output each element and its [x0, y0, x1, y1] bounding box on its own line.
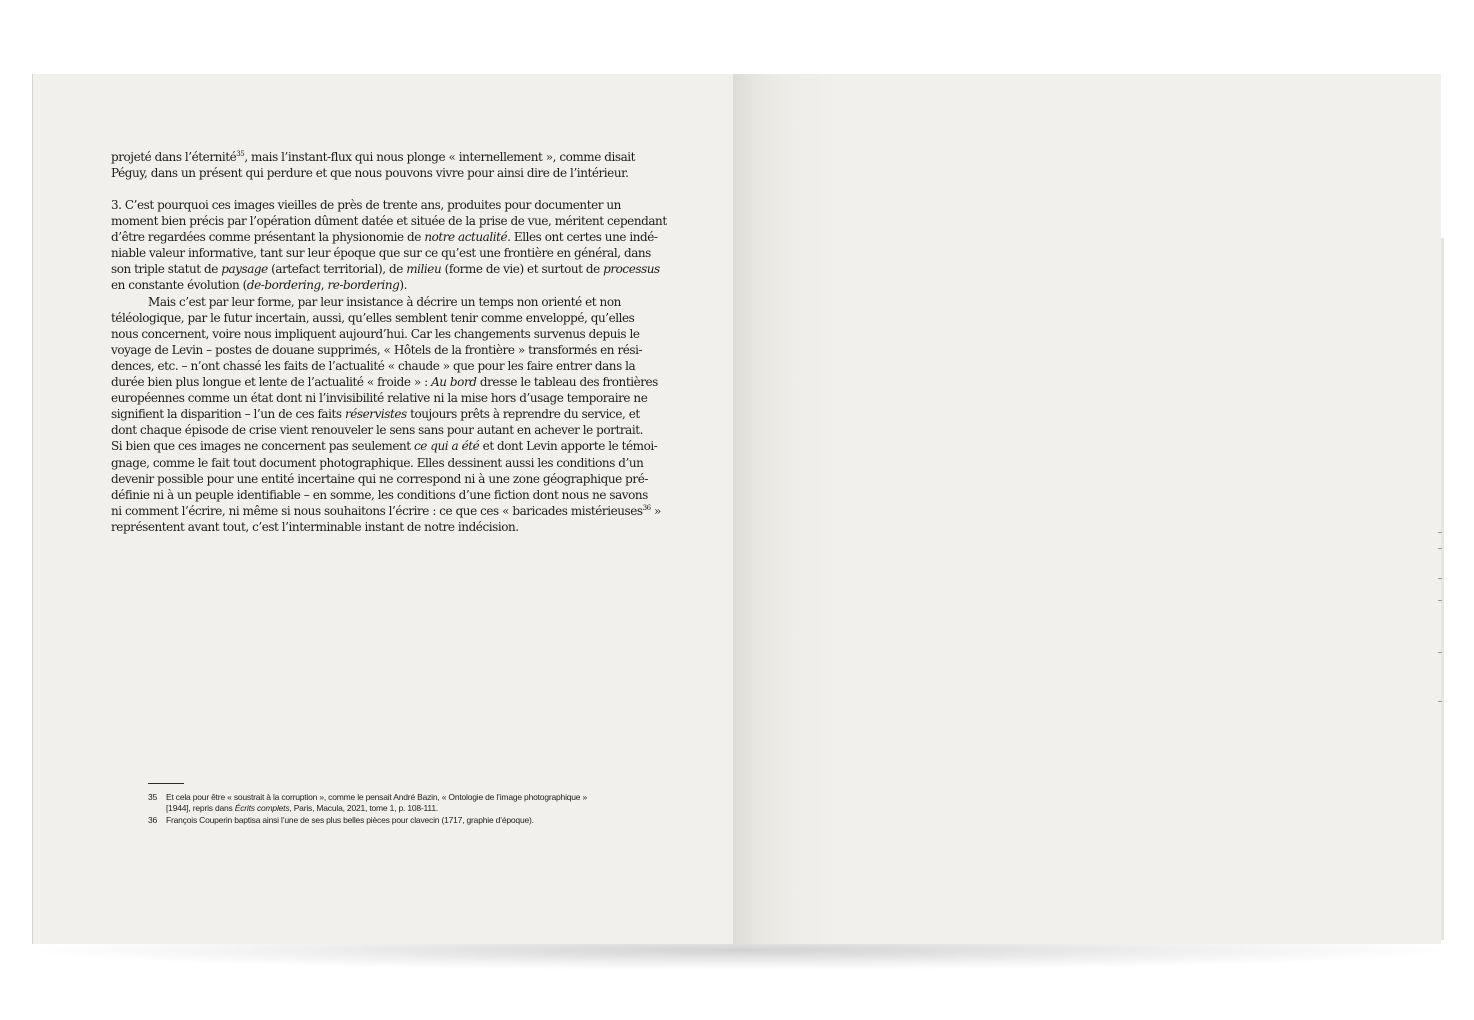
body-line: Si bien que ces images ne concernent pas seulement ce qui a été et dont Levin apporte le témoi-	[111, 439, 658, 453]
italic-span: de-bordering	[246, 278, 321, 292]
italic-span: paysage	[221, 262, 268, 276]
body-line: moment bien précis par l’opération dûment datée et située de la prise de vue, méritent cependant	[111, 214, 667, 228]
footnote-rule	[148, 783, 184, 784]
body-line: en constante évolution (de-bordering, re-bordering).	[111, 278, 408, 292]
body-line: devenir possible pour une entité incertaine qui ne correspond ni à une zone géographique pré-	[111, 472, 648, 486]
body-line: dont chaque épisode de crise vient renouveler le sens sans pour autant en achever le portrait.	[111, 423, 643, 437]
italic-span: Écrits complets	[234, 803, 290, 813]
body-line: voyage de Levin – postes de douane supprimés, « Hôtels de la frontière » transformés en rési-	[111, 343, 643, 357]
footnote-number: 36	[148, 815, 158, 825]
italic-span: milieu	[406, 262, 442, 276]
body-line: d’être regardées comme présentant la physionomie de notre actualité. Elles ont certes une indé-	[111, 230, 658, 244]
italic-span: réservistes	[344, 407, 407, 421]
footnote-line: François Couperin baptisa ainsi l’une de ses plus belles pièces pour clavecin (1717, graphie d’époque).	[166, 815, 534, 825]
edge-mark	[1438, 600, 1442, 601]
right-page	[733, 74, 1441, 944]
body-line: 3. C’est pourquoi ces images vieilles de près de trente ans, produites pour documenter un	[111, 198, 621, 212]
body-line: gnage, comme le fait tout document photographique. Elles dessinent aussi les conditions d’un	[111, 456, 644, 470]
page-edge	[1441, 238, 1444, 940]
body-line: européennes comme un état dont ni l’invisibilité relative ni la mise hors d’usage temporaire ne	[111, 391, 648, 405]
footnote-line: Et cela pour être « soustrait à la corruption », comme le pensait André Bazin, « Ontologie de l’image photographique »	[166, 792, 588, 802]
footnote-line: [1944], repris dans Écrits complets, Paris, Macula, 2021, tome 1, p. 108-111.	[166, 803, 439, 813]
body-line: projeté dans l’éternité$^{35}$, mais l’instant-flux qui nous plonge « internellement », comme disait	[111, 150, 636, 164]
body-line: définie ni à un peuple identifiable – en somme, les conditions d’une fiction dont nous ne savons	[111, 488, 648, 502]
italic-span: processus	[603, 262, 660, 276]
body-line: représentent avant tout, c’est l’interminable instant de notre indécision.	[111, 520, 519, 534]
body-line: son triple statut de paysage (artefact territorial), de milieu (forme de vie) et surtout de processus	[111, 262, 660, 276]
edge-mark	[1438, 578, 1442, 579]
italic-span: notre actualité	[424, 230, 508, 244]
body-line: Péguy, dans un présent qui perdure et que nous pouvons vivre pour ainsi dire de l’intérieur.	[111, 166, 629, 180]
edge-mark	[1438, 701, 1442, 702]
italic-span: ce qui a été	[414, 439, 480, 453]
edge-mark	[1438, 532, 1442, 533]
italic-span: Au bord	[431, 375, 477, 389]
footnote-number: 35	[148, 792, 158, 802]
edge-mark	[1438, 548, 1442, 549]
footnote-ref: 36	[642, 504, 651, 512]
body-line: dences, etc. – n’ont chassé les faits de l’actualité « chaude » que pour les faire entrer dans la	[111, 359, 636, 373]
footnote-ref: 35	[236, 150, 245, 158]
edge-mark	[1438, 652, 1442, 653]
body-line: téléologique, par le futur incertain, aussi, qu’elles semblent tenir comme enveloppé, qu’elles	[111, 311, 635, 325]
body-line: Mais c’est par leur forme, par leur insistance à décrire un temps non orienté et non	[148, 295, 621, 309]
body-line: nous concernent, voire nous impliquent aujourd’hui. Car les changements survenus depuis le	[111, 327, 640, 341]
italic-span: re-bordering	[327, 278, 400, 292]
body-line: niable valeur informative, tant sur leur époque que sur ce qu’est une frontière en général, dans	[111, 246, 651, 260]
body-line: ni comment l’écrire, ni même si nous souhaitons l’écrire : ce que ces « baricades mistérieuses$^{36}$	[111, 504, 651, 518]
body-line: durée bien plus longue et lente de l’actualité « froide » : Au bord dresse le tableau des frontières	[111, 375, 658, 389]
body-line: signifient la disparition – l’un de ces faits réservistes toujours prêts à reprendre du service, et	[111, 407, 640, 421]
